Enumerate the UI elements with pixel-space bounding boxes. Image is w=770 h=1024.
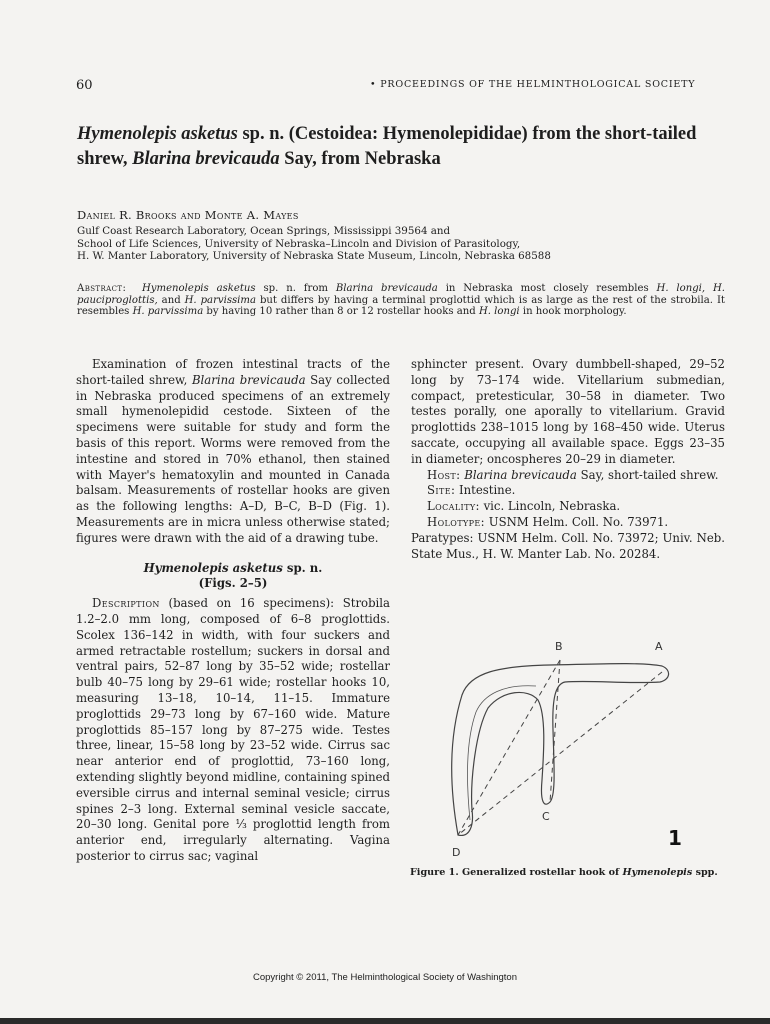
abstract-text: in Nebraska most closely resembles	[437, 283, 657, 294]
page-number: 60	[76, 78, 93, 93]
abstract-text: but differs by having a terminal proglottid which is as large as the rest of the strobila. It resembles	[77, 294, 725, 318]
copyright-notice: Copyright © 2011, The Helminthological Society of Washington	[253, 972, 517, 983]
holotype-label: Holotype:	[427, 514, 485, 529]
figure-label-a: A	[655, 640, 663, 653]
title-text: sp. n. (Cestoidea: Hymenolepididae) from the short-tailed shrew,	[77, 124, 697, 169]
affiliation-line: School of Life Sciences, University of Nebraska–Lincoln and Division of Parasitology,	[77, 237, 521, 250]
description-paragraph	[76, 596, 390, 865]
bottom-scan-edge	[0, 1018, 770, 1024]
hook-outline	[452, 664, 669, 836]
affiliations	[77, 225, 677, 263]
abstract-text: in hook morphology.	[519, 306, 627, 318]
locality-paragraph	[411, 499, 725, 515]
intro-paragraph	[76, 357, 390, 547]
right-column	[411, 357, 725, 562]
figure-caption	[410, 866, 728, 879]
heading-species: Hymenolepis asketus	[143, 560, 283, 575]
holotype-text: USNM Helm. Coll. No. 73971.	[485, 514, 669, 529]
running-head: • PROCEEDINGS OF THE HELMINTHOLOGICAL SOCIETY	[370, 79, 696, 90]
abstract-label: Abstract:	[77, 283, 127, 294]
paratypes-paragraph: Paratypes: USNM Helm. Coll. No. 73972; Univ. Neb. State Mus., H. W. Manter Lab. No. 20284.	[411, 530, 725, 561]
holotype-paragraph	[411, 515, 725, 531]
site-text: Intestine.	[455, 483, 516, 498]
continuation-paragraph: sphincter present. Ovary dumbbell-shaped, 29–52 long by 73–174 wide. Vitellarium submedian, compact, pretesticular, 30–58 in diameter. Two testes porally, one aporally to vitellarium. Gravid proglottids 238–1015 long by 168–450 wide. Uterus saccate, occupying all available space. Eggs 23–35 in diameter; oncospheres 20–29 in diameter.	[411, 357, 725, 466]
abstract-species: H. parvissima	[132, 306, 204, 318]
figure-label-b: B	[555, 640, 563, 653]
title-species: Hymenolepis asketus	[77, 124, 238, 144]
abstract-species: Hymenolepis asketus	[142, 283, 256, 294]
locality-label: Locality:	[427, 499, 480, 514]
host-species: Blarina brevicauda	[464, 467, 577, 482]
host-paragraph	[411, 468, 725, 484]
rostellar-hook-figure	[440, 630, 740, 860]
article-title	[77, 122, 717, 172]
caption-text: Figure 1. Generalized rostellar hook of	[410, 867, 623, 878]
abstract-species: H. longi	[478, 306, 520, 318]
abstract-text: by having 10 rather than 8 or 12 rostellar hooks and	[203, 306, 479, 318]
figs-reference: (Figs. 2–5)	[198, 576, 268, 591]
heading-text: sp. n.	[282, 560, 323, 575]
intro-text: Examination of frozen intestinal tracts of the short-tailed shrew,	[76, 357, 390, 387]
host-text: Say, short-tailed shrew.	[576, 467, 719, 482]
measure-line-b-c	[550, 660, 560, 802]
caption-text-end: spp.	[692, 867, 718, 878]
abstract-host: Blarina brevicauda	[335, 283, 438, 294]
hook-inner-line	[468, 686, 536, 820]
host-label: Host:	[427, 467, 461, 482]
title-text-end: Say, from Nebraska	[279, 149, 441, 169]
locality-text: vic. Lincoln, Nebraska.	[479, 499, 621, 514]
section-heading	[76, 561, 390, 577]
figure-label-c: C	[542, 810, 550, 823]
caption-genus: Hymenolepis	[622, 867, 693, 878]
description-text: (based on 16 specimens): Strobila 1.2–2.0 mm long, composed of 6–8 proglottids. Scolex 136–142 in width, with four suckers and armed retractable rostellum; suckers in dorsal and ventral pairs, 52–87 long by 35–52 wide; rostellar bulb 40–75 long by 29–61 wide; rostellar hooks 10, measuring 13–18, 10–14, 11–15. Immature proglottids 29–73 long by 67–160 wide. Mature proglottids 85–157 long by 87–275 wide. Testes three, linear, 15–58 long by 23–52 wide. Cirrus sac near anterior end of proglottid, 73–160 long, extending slightly beyond midline, containing spined eversible cirrus and internal seminal vesicle; cirrus spines 2–3 long. External seminal vesicle saccate, 20–30 long. Genital pore ⅓ proglottid length from anterior end, irregularly alternating. Vagina posterior to cirrus sac; vaginal	[76, 596, 390, 863]
site-label: Site:	[427, 483, 456, 498]
abstract-text: and	[157, 294, 185, 306]
abstract	[77, 283, 725, 318]
site-paragraph	[411, 483, 725, 499]
description-label: Description	[92, 596, 160, 611]
authors: Daniel R. Brooks and Monte A. Mayes	[77, 208, 299, 222]
figure-number: 1	[668, 826, 682, 850]
left-column	[76, 357, 390, 865]
title-host: Blarina brevicauda	[132, 149, 280, 169]
intro-text: Say collected in Nebraska produced specimens of an extremely small hymenolepidid cestode. Sixteen of the specimens were suitable for study and form the basis of this report. Worms were removed from the intestine and stored in 70% ethanol, then stained with Mayer's hematoxylin and mounted in Canada balsam. Measurements of rostellar hooks are given as the following lengths: A–D, B–C, B–D (Fig. 1). Measurements are in micra unless otherwise stated; figures were drawn with the aid of a drawing tube.	[76, 372, 391, 545]
affiliation-line: Gulf Coast Research Laboratory, Ocean Springs, Mississippi 39564 and	[77, 225, 451, 237]
measure-line-b-d	[458, 660, 560, 835]
abstract-species: H. parvissima	[184, 294, 256, 306]
abstract-species: H. longi, H. pauciproglottis,	[77, 283, 725, 306]
intro-host: Blarina brevicauda	[191, 372, 306, 387]
affiliation-line: H. W. Manter Laboratory, University of Nebraska State Museum, Lincoln, Nebraska 68588	[77, 250, 551, 263]
figure-label-d: D	[452, 846, 461, 859]
abstract-text: sp. n. from	[255, 283, 336, 294]
